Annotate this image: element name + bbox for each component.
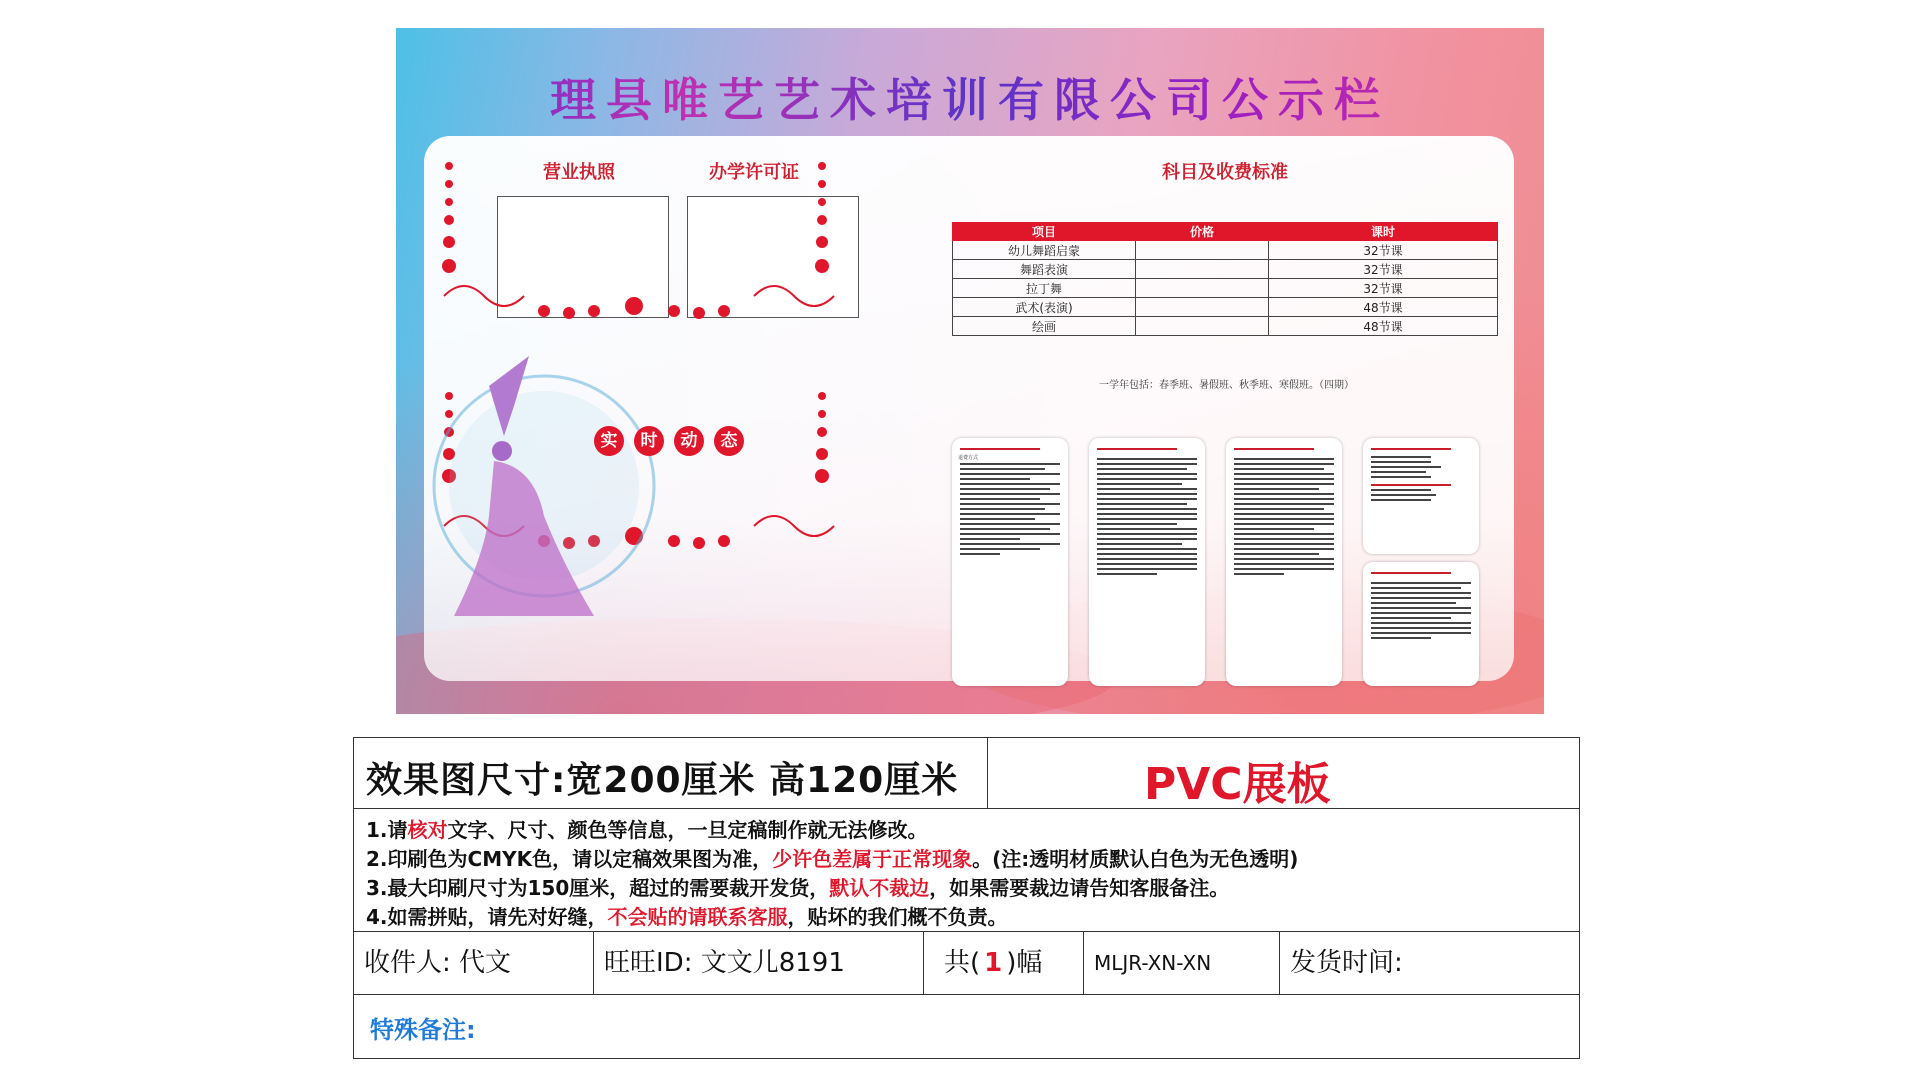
realtime-news-heading	[594, 426, 744, 456]
count-value: 1	[984, 948, 1003, 978]
count-suffix: )幅	[1006, 948, 1043, 978]
fee-hours: 32节课	[1269, 260, 1498, 279]
table-row	[953, 298, 1498, 317]
dancer-silhouette-image	[396, 296, 674, 626]
notice-card	[1226, 438, 1342, 686]
fee-price	[1136, 241, 1269, 260]
fees-header-row	[953, 223, 1498, 241]
table-row	[953, 241, 1498, 260]
material-label: PVC展板	[1144, 759, 1331, 810]
order-info-row	[354, 932, 1579, 995]
notice-board-preview	[396, 28, 1544, 714]
size-text: 效果图尺寸:宽200厘米 高120厘米	[366, 760, 959, 801]
remark-row	[354, 994, 1579, 1058]
fee-hours: 32节课	[1269, 241, 1498, 260]
fee-hours: 48节课	[1269, 298, 1498, 317]
recipient-cell: 收件人: 代文	[354, 932, 594, 994]
board-title: 理县唯艺艺术培训有限公司公示栏	[396, 64, 1544, 130]
business-license-label: 营业执照	[543, 162, 615, 183]
fee-item: 幼儿舞蹈启蒙	[953, 241, 1136, 260]
fees-header-hours: 课时	[1269, 223, 1498, 241]
special-remark-label: 特殊备注:	[370, 1016, 476, 1044]
fee-hours: 48节课	[1269, 317, 1498, 336]
note-text: 。(注:透明材质默认白色为无色透明)	[972, 847, 1299, 871]
dynamic-char: 时	[634, 426, 664, 456]
note-text: ，如果需要裁边请告知客服备注。	[929, 876, 1230, 900]
note-highlight: 不会贴的请联系客服	[607, 905, 788, 929]
fee-hours: 32节课	[1269, 279, 1498, 298]
fee-price	[1136, 298, 1269, 317]
fees-header-item: 项目	[953, 223, 1136, 241]
note-line	[366, 845, 1579, 874]
count-cell	[924, 932, 1084, 994]
order-spec-table	[353, 737, 1580, 1059]
note-text: 2.印刷色为CMYK色，请以定稿效果图为准，	[366, 847, 773, 871]
note-text: 文字、尺寸、颜色等信息，一旦定稿制作就无法修改。	[447, 818, 928, 842]
school-permit-label: 办学许可证	[709, 162, 799, 183]
note-text: 4.如需拼贴，请先对好缝，	[366, 905, 608, 929]
notice-card	[1363, 562, 1479, 686]
academic-year-note: 一学年包括：春季班、暑假班、秋季班、寒假班。（四期）	[1099, 380, 1354, 391]
fee-item: 拉丁舞	[953, 279, 1136, 298]
size-cell	[354, 738, 988, 808]
dynamic-char: 态	[714, 426, 744, 456]
notice-card	[1089, 438, 1205, 686]
fee-item: 武术(表演)	[953, 298, 1136, 317]
note-highlight: 默认不裁边	[829, 876, 930, 900]
note-line	[366, 874, 1579, 903]
note-line	[366, 816, 1579, 845]
table-row	[953, 260, 1498, 279]
notice-heading: 退费方式	[958, 455, 979, 461]
fees-table	[952, 222, 1498, 336]
notice-card	[1363, 438, 1479, 554]
fee-price	[1136, 260, 1269, 279]
size-row	[354, 738, 1579, 809]
product-code-cell: MLJR-XN-XN	[1084, 932, 1280, 994]
note-text: 3.最大印刷尺寸为150厘米，超过的需要裁开发货，	[366, 876, 830, 900]
fee-price	[1136, 279, 1269, 298]
dynamic-char: 动	[674, 426, 704, 456]
ship-time-cell: 发货时间:	[1290, 948, 1403, 978]
table-row	[953, 317, 1498, 336]
fee-item: 绘画	[953, 317, 1136, 336]
wangwang-id-cell: 旺旺ID: 文文儿8191	[594, 932, 924, 994]
content-panel	[424, 136, 1514, 681]
note-text: 1.请	[366, 818, 408, 842]
dynamic-char: 实	[594, 426, 624, 456]
table-row	[953, 279, 1498, 298]
count-prefix: 共(	[944, 948, 981, 978]
notice-card	[952, 438, 1068, 686]
note-highlight: 核对	[407, 818, 448, 842]
fees-header-price: 价格	[1136, 223, 1269, 241]
fee-price	[1136, 317, 1269, 336]
fee-item: 舞蹈表演	[953, 260, 1136, 279]
note-text: ，贴坏的我们概不负责。	[787, 905, 1008, 929]
note-highlight: 少许色差属于正常现象	[772, 847, 973, 871]
note-line	[366, 903, 1579, 932]
fees-title: 科目及收费标准	[1162, 162, 1288, 183]
notes-block	[354, 808, 1579, 932]
